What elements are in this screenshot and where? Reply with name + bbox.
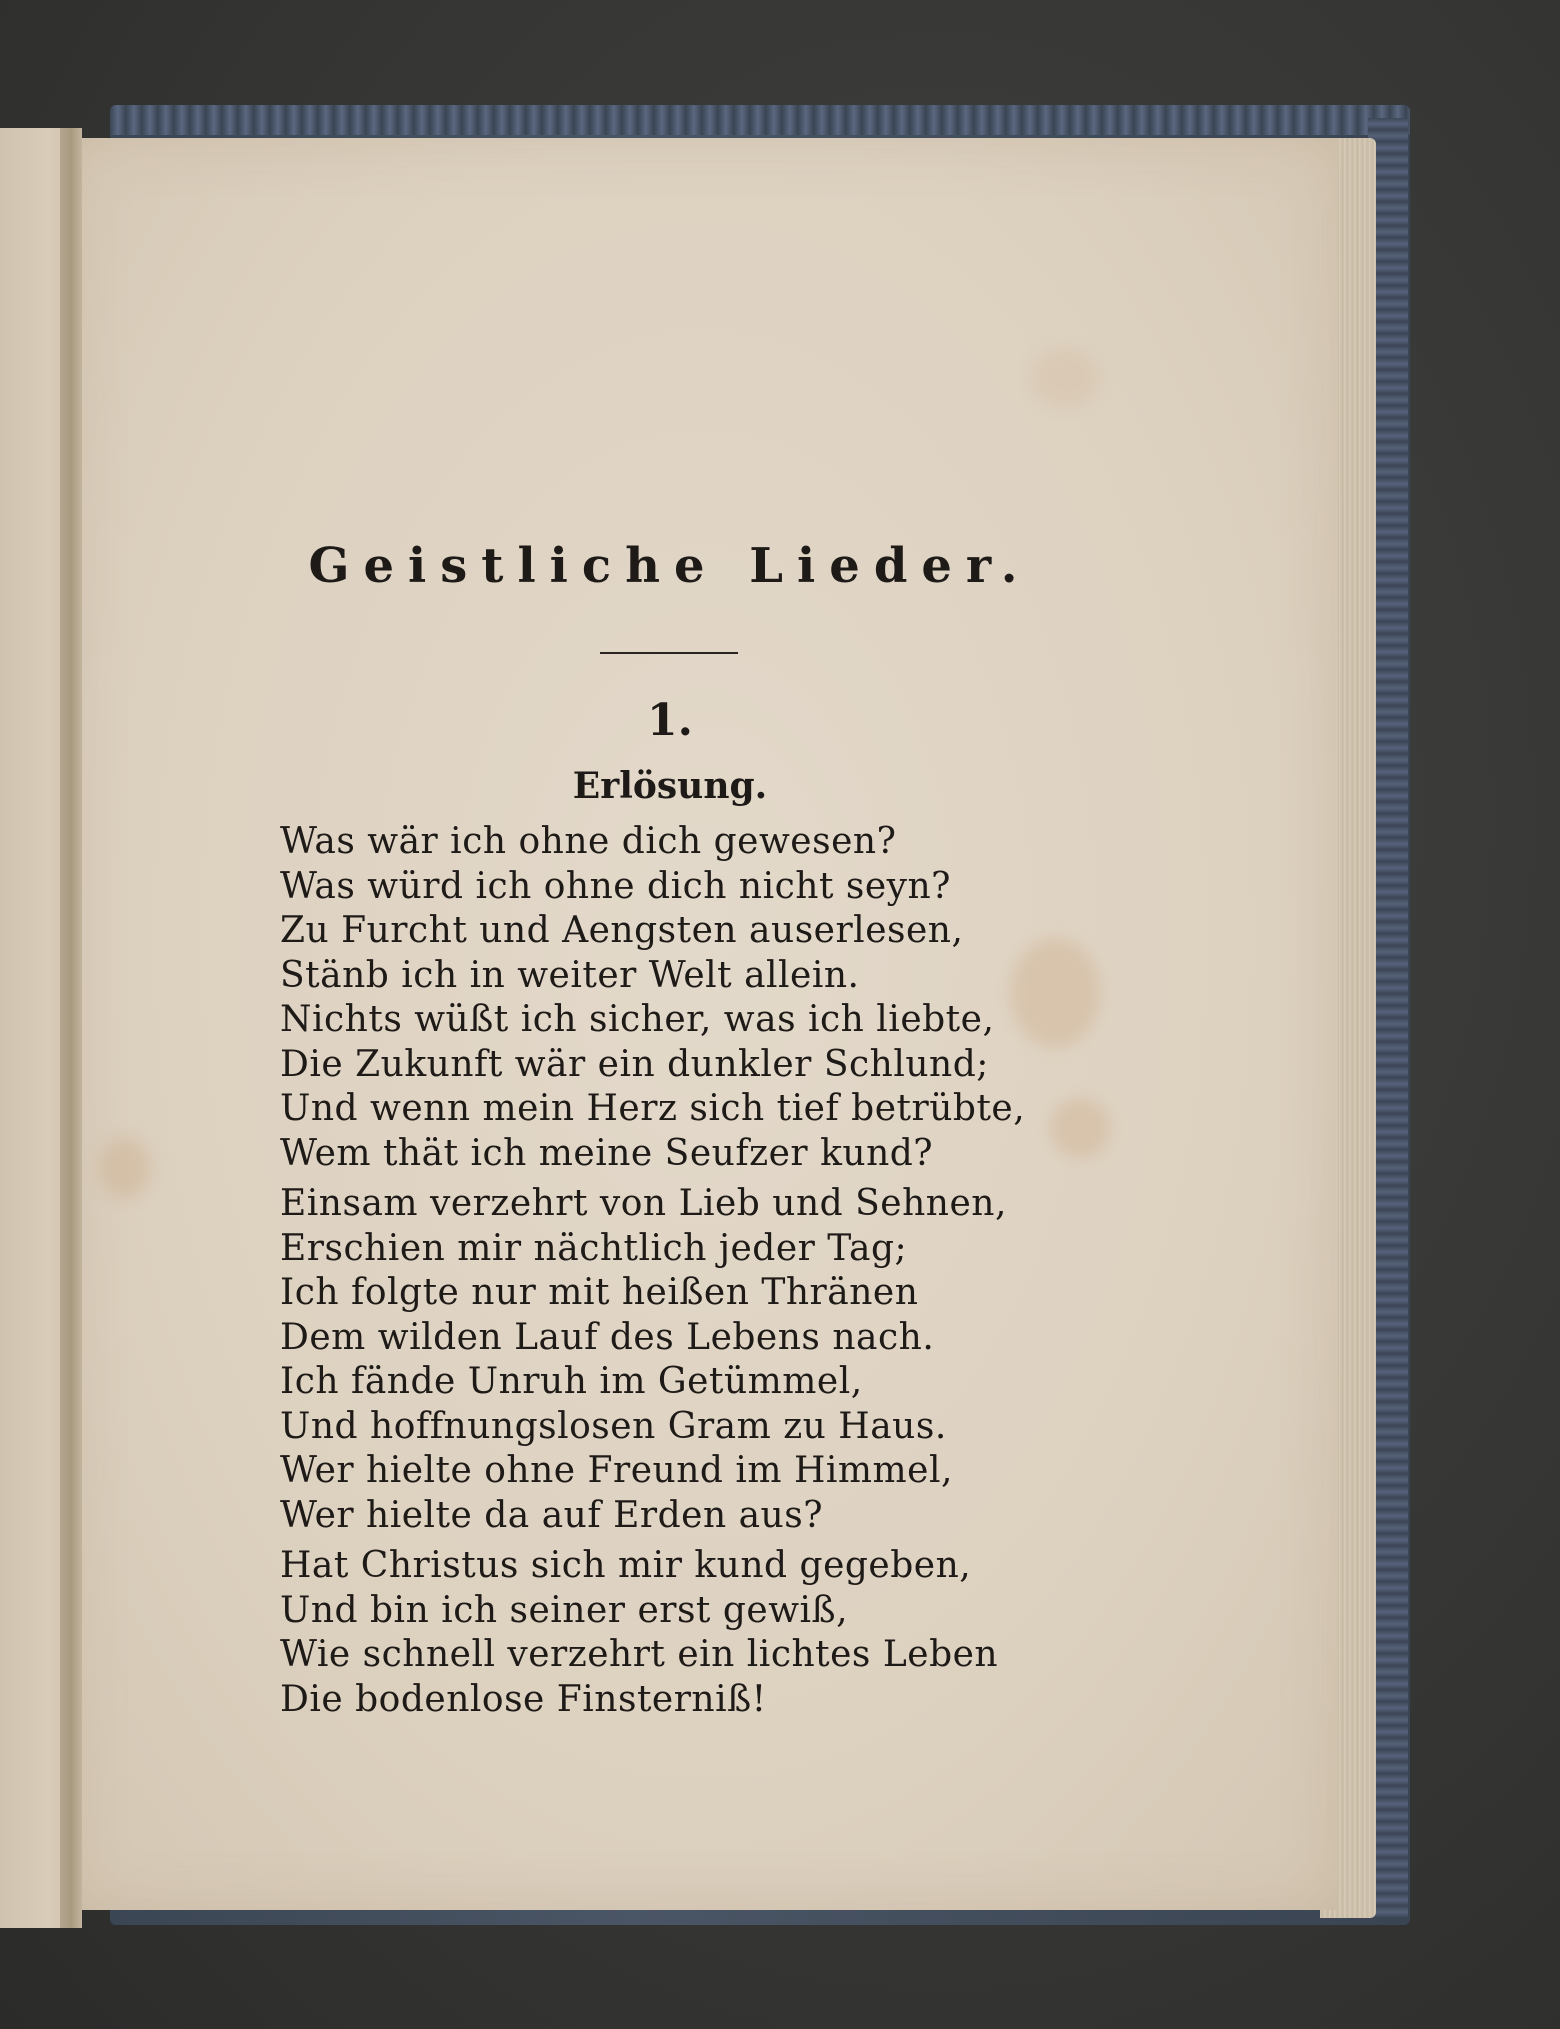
book-cover-top-edge (110, 105, 1410, 135)
poem-line: Einsam verzehrt von Lieb und Sehnen, (280, 1183, 1007, 1224)
poem-line: Wer hielte da auf Erden aus? (280, 1494, 824, 1536)
poem-line: Und hoffnungslosen Gram zu Haus. (280, 1405, 947, 1447)
stanza-3 (280, 1544, 1080, 1722)
poem-line: Zu Furcht und Aengsten auserlesen, (280, 910, 964, 951)
poem-line: Dem wilden Lauf des Lebens nach. (280, 1316, 935, 1358)
poem-line: Nichts wüßt ich sicher, was ich liebte, (280, 999, 995, 1040)
poem-line: Ich fände Unruh im Getümmel, (280, 1361, 863, 1402)
poem-line: Wie schnell verzehrt ein lichtes Leben (280, 1634, 999, 1675)
poem-line: Und bin ich seiner erst gewiß, (280, 1589, 849, 1631)
poem-line: Was würd ich ohne dich nicht seyn? (280, 865, 951, 907)
poem-number: 1. (647, 695, 693, 746)
stanza-2 (280, 1182, 1080, 1538)
poem-line: Die Zukunft wär ein dunkler Schlund; (280, 1043, 989, 1085)
heading-rule (600, 652, 738, 654)
poem-title: Erlösung. (572, 765, 768, 807)
poem-line: Wer hielte ohne Freund im Himmel, (280, 1450, 953, 1491)
poem-line: Erschien mir nächtlich jeder Tag; (280, 1227, 908, 1269)
poem-line: Wem thät ich meine Seufzer kund? (280, 1132, 934, 1174)
poem-line: Ich folgte nur mit heißen Thränen (280, 1272, 919, 1313)
poem-line: Die bodenlose Finsterniß! (280, 1678, 767, 1720)
book-gutter (60, 128, 82, 1928)
stanza-1 (280, 820, 1080, 1176)
poem-line: Stänb ich in weiter Welt allein. (280, 954, 860, 996)
stain (1030, 348, 1100, 408)
poem-line: Und wenn mein Herz sich tief betrübte, (280, 1088, 1026, 1129)
stain (100, 1138, 150, 1198)
poem-line: Was wär ich ohne dich gewesen? (280, 821, 897, 862)
poem-line: Hat Christus sich mir kund gegeben, (280, 1545, 972, 1586)
section-heading: Geistliche Lieder. (308, 538, 1032, 594)
